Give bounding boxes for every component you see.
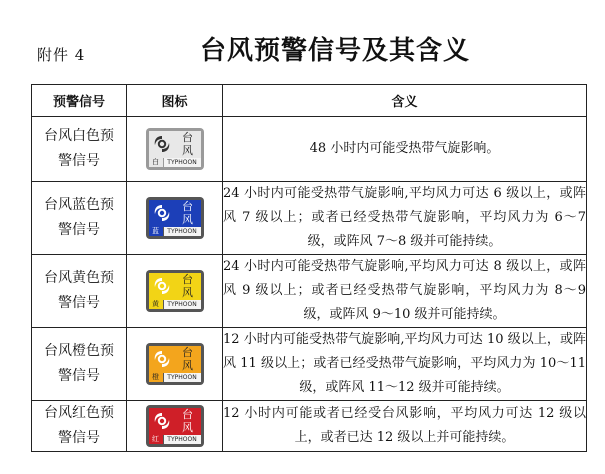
table-row: [32, 401, 587, 452]
header-meaning: 含义: [223, 85, 587, 117]
icon-typhoon-label: TYPHOON: [164, 158, 201, 167]
icon-typhoon-label: TYPHOON: [164, 373, 201, 382]
icon-char-2: 风: [182, 421, 193, 434]
signal-icon-cell: [127, 117, 223, 182]
icon-typhoon-label: TYPHOON: [164, 300, 201, 309]
signal-description: 12 小时内可能或者已经受台风影响，平均风力可达 12 级以上，或者已达 12 级以上并可能持续。: [223, 401, 587, 452]
signal-icon-cell: [127, 182, 223, 255]
signal-description: 24 小时内可能受热带气旋影响,平均风力可达 6 级以上，或阵风 7 级以上；或者已经受热带气旋影响，平均风力为 6～7 级，或阵风 7～8 级并可能持续。: [223, 182, 587, 255]
typhoon-white-icon: [146, 128, 204, 170]
icon-char-2: 风: [182, 213, 193, 226]
typhoon-swirl-icon: [151, 133, 173, 155]
typhoon-blue-icon: [146, 197, 204, 239]
signal-icon-cell: [127, 401, 223, 452]
signal-icon-cell: [127, 255, 223, 328]
header-icon: 图标: [127, 85, 223, 117]
signal-name: 台风红色预 警信号: [32, 401, 127, 452]
table-row: [32, 182, 587, 255]
signal-description: 12 小时内可能受热带气旋影响,平均风力可达 10 级以上，或阵风 11 级以上；或者已经受热带气旋影响，平均风力为 10～11 级，或阵风 11～12 级并可能持续。: [223, 328, 587, 401]
signal-name: 台风白色预 警信号: [32, 117, 127, 182]
icon-color-label: 白: [149, 158, 163, 167]
page-title: 台风预警信号及其含义: [200, 36, 471, 66]
typhoon-red-icon: [146, 405, 204, 447]
icon-char-1: 台: [182, 200, 193, 213]
table-row: [32, 117, 587, 182]
icon-char-1: 台: [182, 408, 193, 421]
icon-char-2: 风: [182, 144, 193, 157]
icon-char-2: 风: [182, 359, 193, 372]
table-row: [32, 255, 587, 328]
icon-char-2: 风: [182, 286, 193, 299]
typhoon-swirl-icon: [151, 202, 173, 224]
header-signal: 预警信号: [32, 85, 127, 117]
warning-signal-table: [31, 84, 587, 452]
signal-description: 24 小时内可能受热带气旋影响,平均风力可达 8 级以上，或阵风 9 级以上；或者已经受热带气旋影响，平均风力为 8～9 级，或阵风 9～10 级并可能持续。: [223, 255, 587, 328]
signal-name: 台风黄色预 警信号: [32, 255, 127, 328]
typhoon-yellow-icon: [146, 270, 204, 312]
icon-color-label: 蓝: [149, 227, 163, 236]
icon-char-1: 台: [182, 273, 193, 286]
typhoon-swirl-icon: [151, 275, 173, 297]
icon-typhoon-label: TYPHOON: [164, 435, 201, 444]
icon-typhoon-label: TYPHOON: [164, 227, 201, 236]
attachment-label: 附件 4: [37, 46, 86, 64]
icon-color-label: 橙: [149, 373, 163, 382]
signal-description: 48 小时内可能受热带气旋影响。: [223, 117, 587, 182]
icon-color-label: 红: [149, 435, 163, 444]
table-header-row: [32, 85, 587, 117]
signal-name: 台风蓝色预 警信号: [32, 182, 127, 255]
typhoon-swirl-icon: [151, 410, 173, 432]
icon-char-1: 台: [182, 346, 193, 359]
table-row: [32, 328, 587, 401]
signal-icon-cell: [127, 328, 223, 401]
icon-char-1: 台: [182, 131, 193, 144]
typhoon-orange-icon: [146, 343, 204, 385]
typhoon-swirl-icon: [151, 348, 173, 370]
signal-name: 台风橙色预 警信号: [32, 328, 127, 401]
icon-color-label: 黄: [149, 300, 163, 309]
